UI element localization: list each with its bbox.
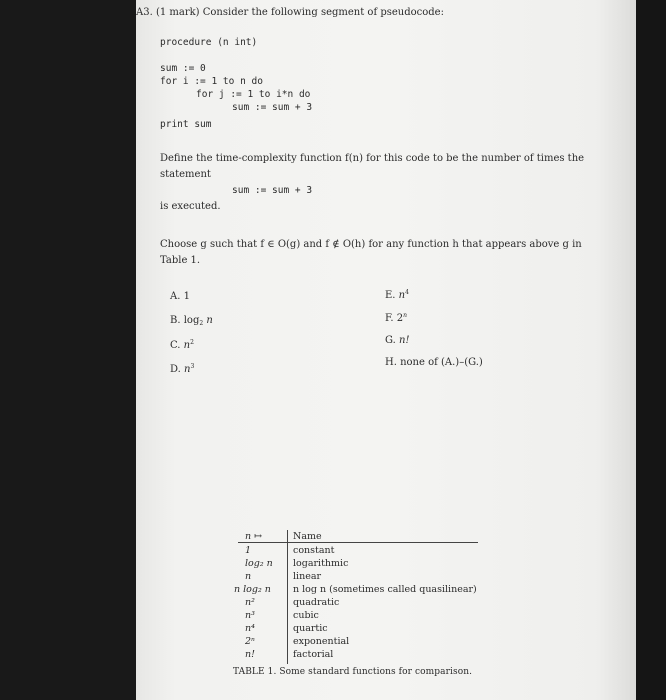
table-row-name: cubic — [293, 610, 319, 621]
code-line-body: sum := sum + 3 — [232, 102, 313, 113]
table-head-name: Name — [293, 531, 322, 542]
option-d-value: n — [184, 364, 191, 375]
definition-line-1: Define the time-complexity function f(n) for this code to be the number of times the — [160, 153, 585, 164]
table-row-name: quadratic — [293, 597, 340, 608]
option-f[interactable] — [385, 313, 407, 324]
choose-line-2: Table 1. — [160, 255, 201, 266]
table-row-name: factorial — [293, 649, 334, 660]
table-column-rule — [287, 530, 288, 664]
option-c-letter: C. — [170, 340, 181, 351]
code-line-init: sum := 0 — [160, 63, 206, 74]
option-e-value: n — [398, 290, 406, 301]
option-e[interactable] — [385, 290, 409, 301]
option-c[interactable] — [170, 340, 194, 351]
table-row-name: constant — [293, 545, 335, 556]
option-h-value: none of (A.)–(G.) — [400, 357, 483, 368]
table-caption: TABLE 1. Some standard functions for comparison. — [233, 667, 473, 677]
table-row-function: n⁴ — [245, 623, 255, 634]
paper-page — [136, 0, 636, 700]
definition-line-2: statement — [160, 169, 211, 180]
table-row-function: 1 — [245, 545, 252, 556]
option-b-var: n — [206, 315, 213, 326]
table-row-function: n — [245, 571, 252, 582]
option-f-letter: F. — [385, 313, 394, 324]
table-row-name: linear — [293, 571, 322, 582]
option-b-base: 2 — [199, 320, 204, 327]
table-row-name: quartic — [293, 623, 328, 634]
option-g[interactable] — [385, 336, 409, 346]
option-a-letter: A. — [170, 291, 181, 302]
option-f-value: 2 — [396, 313, 404, 324]
statement-code: sum := sum + 3 — [232, 185, 313, 196]
table-row-function: n³ — [245, 610, 255, 621]
table-row-function: n log₂ n — [234, 584, 271, 595]
background-right — [636, 0, 666, 700]
option-d-exp: 3 — [190, 363, 195, 370]
option-b-letter: B. — [170, 315, 181, 326]
option-e-letter: E. — [385, 290, 396, 301]
option-f-exp: n — [403, 312, 407, 319]
table-head-function: n ↦ — [245, 531, 263, 542]
table-header-rule — [238, 542, 478, 543]
option-g-letter: G. — [385, 335, 396, 346]
code-line-outer-loop: for i := 1 to n do — [160, 76, 263, 87]
choose-line-1: Choose g such that f ∈ O(g) and f ∉ O(h) for any function h that appears above g in — [160, 239, 582, 250]
option-c-exp: 2 — [190, 339, 194, 346]
table-row-name: exponential — [293, 636, 350, 647]
option-h-letter: H. — [385, 357, 397, 368]
table-row-function: n² — [245, 597, 255, 608]
option-d-letter: D. — [170, 364, 181, 375]
table-row-function: log₂ n — [245, 558, 273, 569]
code-line-inner-loop: for j := 1 to i*n do — [196, 89, 311, 100]
code-line-print: print sum — [160, 119, 212, 130]
option-h[interactable] — [385, 358, 483, 368]
table-row-name: logarithmic — [293, 558, 349, 569]
option-c-value: n — [183, 340, 191, 351]
option-a-value: 1 — [183, 291, 190, 302]
option-b[interactable] — [170, 316, 213, 327]
option-d[interactable] — [170, 364, 194, 375]
option-g-value: n! — [399, 335, 410, 346]
background-left — [0, 0, 136, 700]
question-header: A3. (1 mark) Consider the following segment of pseudocode: — [136, 7, 444, 18]
table-row-function: n! — [245, 649, 255, 660]
option-e-exp: 4 — [405, 289, 409, 296]
option-a[interactable] — [170, 292, 190, 302]
table-row-function: 2ⁿ — [245, 636, 255, 647]
table-row-name: n log n (sometimes called quasilinear) — [293, 584, 477, 595]
executed-text: is executed. — [160, 201, 221, 212]
code-line-procedure: procedure (n int) — [160, 37, 258, 48]
option-b-log: log — [183, 315, 200, 326]
